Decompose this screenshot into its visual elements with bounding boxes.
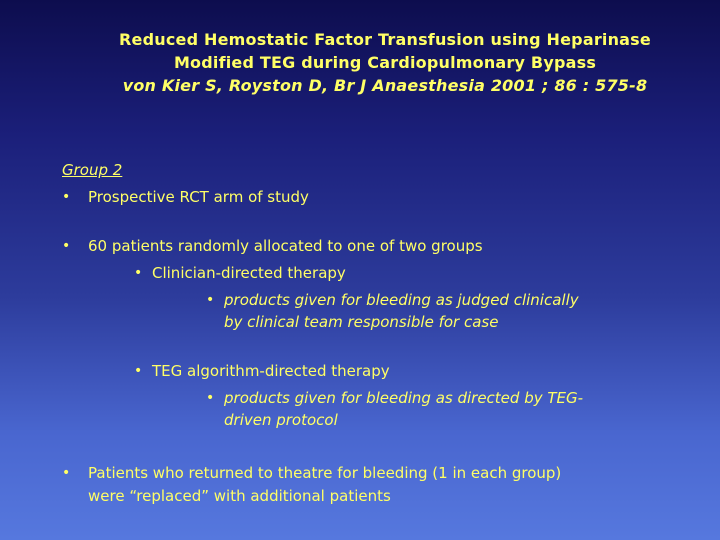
sub-sub-bullet-item-2-line-2: driven protocol (224, 411, 338, 429)
title-line-2: Modified TEG during Cardiopulmonary Bypass (173, 53, 597, 72)
bullet-marker-3: • (62, 465, 71, 481)
title-citation: von Kier S, Royston D, Br J Anaesthesia 2001 ; 86 : 575-8 (122, 76, 648, 95)
sub-bullet-marker-1: • (134, 265, 143, 281)
group-label: Group 2 (62, 161, 123, 179)
sub-sub-bullet-item-1-line-2: by clinical team responsible for case (224, 313, 499, 331)
sub-sub-bullet-marker-2: • (206, 390, 215, 406)
bullet-item-1: Prospective RCT arm of study (88, 188, 309, 206)
bullet-marker-2: • (62, 238, 71, 254)
sub-sub-bullet-item-1-line-1: products given for bleeding as judged clinically (224, 291, 579, 309)
sub-sub-bullet-marker-1: • (206, 292, 215, 308)
bullet-item-3-line-2: were “replaced” with additional patients (88, 487, 391, 505)
slide-title (0, 28, 720, 97)
bullet-item-3-line-1: Patients who returned to theatre for bleeding (1 in each group) (88, 464, 562, 482)
title-line-1: Reduced Hemostatic Factor Transfusion using Heparinase (119, 30, 651, 49)
sub-bullet-marker-2: • (134, 363, 143, 379)
bullet-marker-1: • (62, 189, 71, 205)
sub-bullet-item-1: Clinician-directed therapy (152, 264, 346, 282)
sub-sub-bullet-item-2-line-1: products given for bleeding as directed by TEG- (224, 389, 584, 407)
bullet-item-2: 60 patients randomly allocated to one of two groups (88, 237, 483, 255)
sub-bullet-item-2: TEG algorithm-directed therapy (152, 362, 390, 380)
